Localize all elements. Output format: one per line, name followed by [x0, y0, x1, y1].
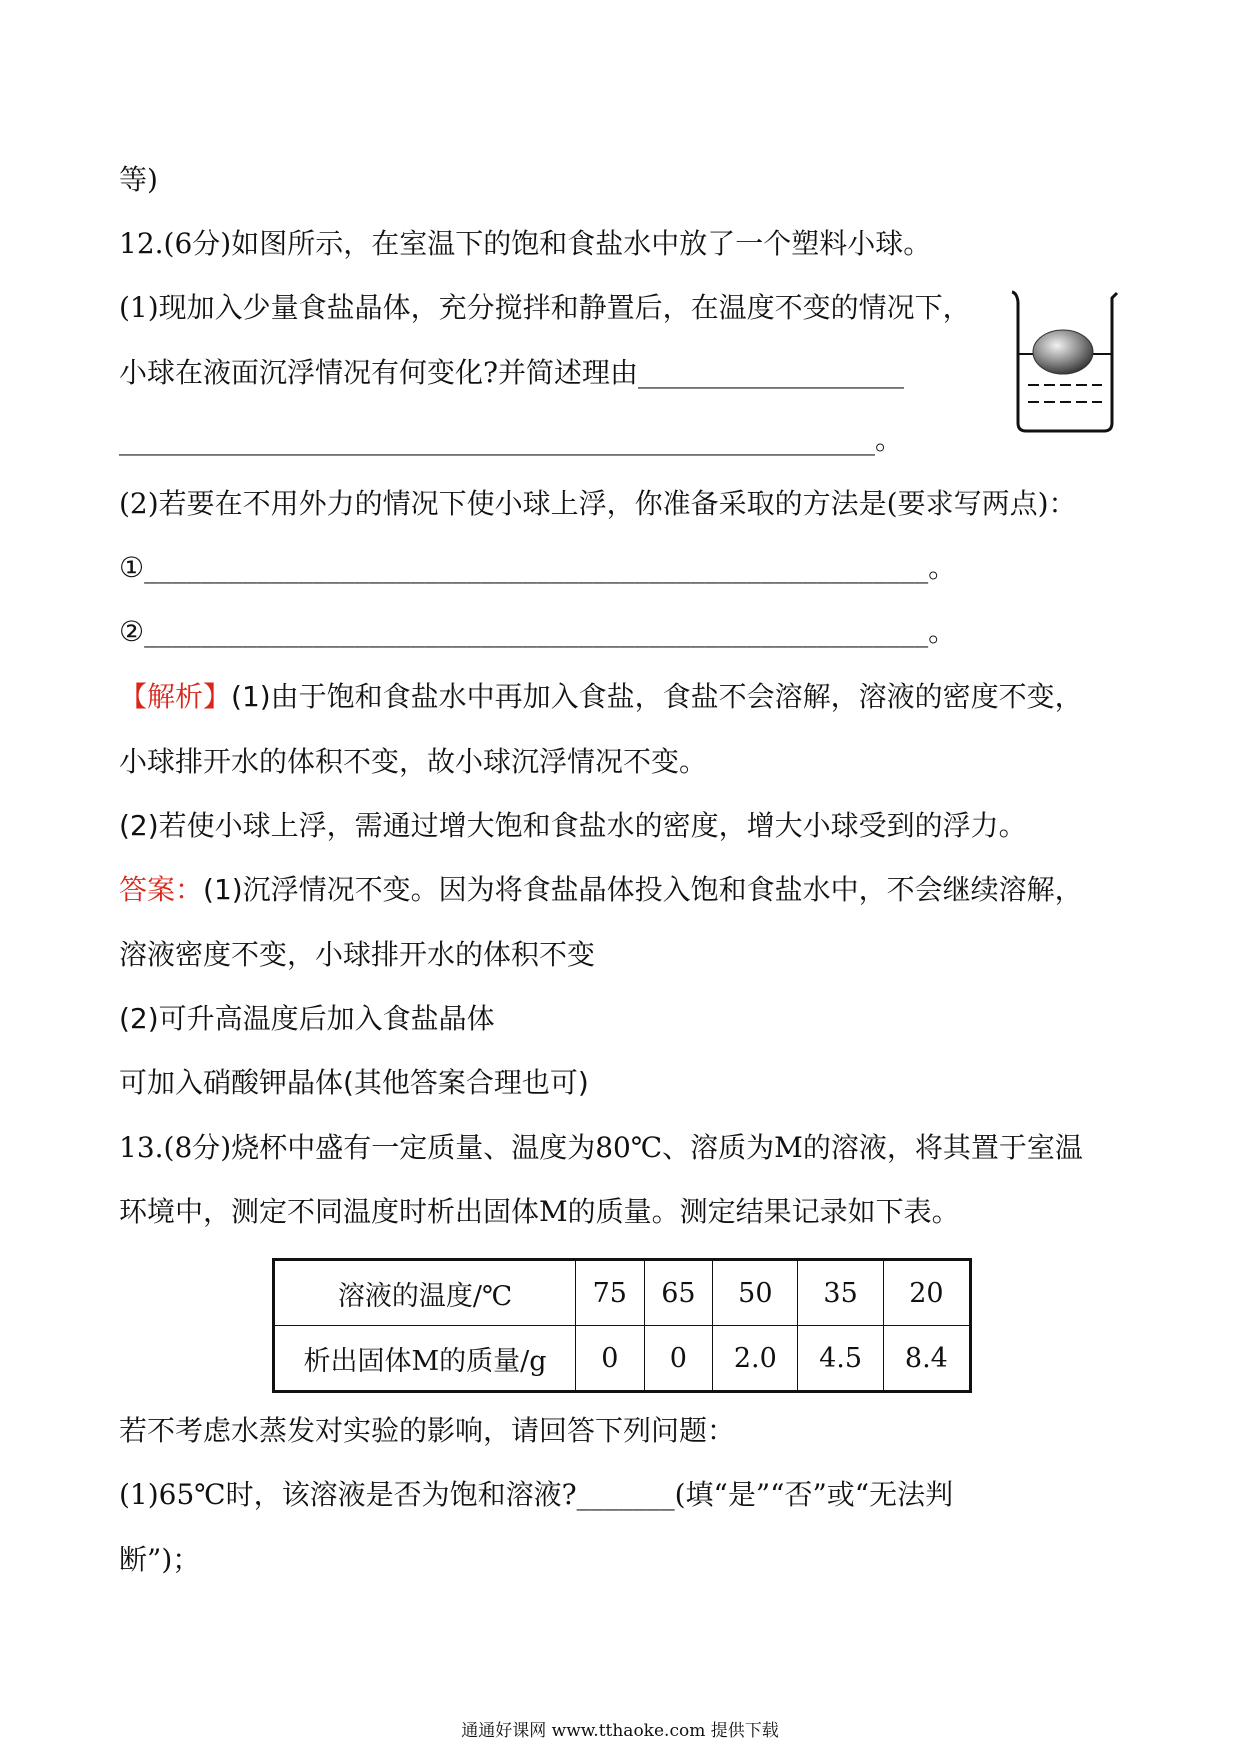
answer-label: 答案： [119, 873, 204, 906]
table-cell: 35 [798, 1260, 883, 1326]
q12-blank-1: ①________________________________________________________。 [119, 551, 957, 584]
table-row-label: 溶液的温度/℃ [274, 1260, 576, 1326]
footer: 通通好课网 www.tthaoke.com 提供下载 [461, 1721, 779, 1741]
table-cell: 0 [576, 1326, 645, 1392]
q12-part2: (2)若要在不用外力的情况下使小球上浮，你准备采取的方法是(要求写两点)： [119, 487, 1077, 520]
answer-line1: 答案：(1)沉浮情况不变。因为将食盐晶体投入饱和食盐水中，不会继续溶解， [119, 873, 1083, 906]
table-cell: 65 [644, 1260, 713, 1326]
beaker-diagram [1010, 290, 1120, 435]
table-cell: 8.4 [883, 1326, 970, 1392]
q11-tail: 等) [119, 163, 158, 196]
q13-sub1-line2: 断”)； [119, 1543, 201, 1576]
answer-line2: 溶液密度不变，小球排开水的体积不变 [119, 938, 596, 971]
q13-note: 若不考虑水蒸发对实验的影响，请回答下列问题： [119, 1414, 736, 1447]
analysis-label: 【解析】 [119, 680, 232, 713]
plastic-ball [1033, 330, 1093, 374]
q13-line2: 环境中，测定不同温度时析出固体M的质量。测定结果记录如下表。 [119, 1195, 960, 1228]
answer-line3: (2)可升高温度后加入食盐晶体 [119, 1002, 495, 1035]
table-row-label: 析出固体M的质量/g [274, 1326, 576, 1392]
q12-part1-line3: ______________________________________________________。 [119, 423, 904, 456]
q13-header: 13.(8分)烧杯中盛有一定质量、温度为80℃、溶质为M的溶液，将其置于室温 [119, 1131, 1083, 1164]
data-table [272, 1258, 972, 1393]
table-cell: 20 [883, 1260, 970, 1326]
analysis-line1: 【解析】(1)由于饱和食盐水中再加入食盐，食盐不会溶解，溶液的密度不变， [119, 680, 1083, 713]
q12-header: 12.(6分)如图所示，在室温下的饱和食盐水中放了一个塑料小球。 [119, 227, 932, 260]
table-row [274, 1326, 971, 1392]
q12-part1-line2: 小球在液面沉浮情况有何变化?并简述理由___________________ [119, 356, 905, 389]
q12-part1-line1: (1)现加入少量食盐晶体，充分搅拌和静置后，在温度不变的情况下， [119, 291, 971, 324]
table-cell: 4.5 [798, 1326, 883, 1392]
table-row [274, 1260, 971, 1326]
answer-line4: 可加入硝酸钾晶体(其他答案合理也可) [119, 1066, 589, 1099]
analysis-line3: (2)若使小球上浮，需通过增大饱和食盐水的密度，增大小球受到的浮力。 [119, 809, 1027, 842]
q13-sub1-line1: (1)65℃时，该溶液是否为饱和溶液?_______(填“是”“否”或“无法判 [119, 1478, 954, 1511]
table-cell: 2.0 [713, 1326, 798, 1392]
table-cell: 75 [576, 1260, 645, 1326]
table-cell: 50 [713, 1260, 798, 1326]
q12-blank-2: ②________________________________________________________。 [119, 615, 957, 648]
table-cell: 0 [644, 1326, 713, 1392]
analysis-line2: 小球排开水的体积不变，故小球沉浮情况不变。 [119, 745, 708, 778]
